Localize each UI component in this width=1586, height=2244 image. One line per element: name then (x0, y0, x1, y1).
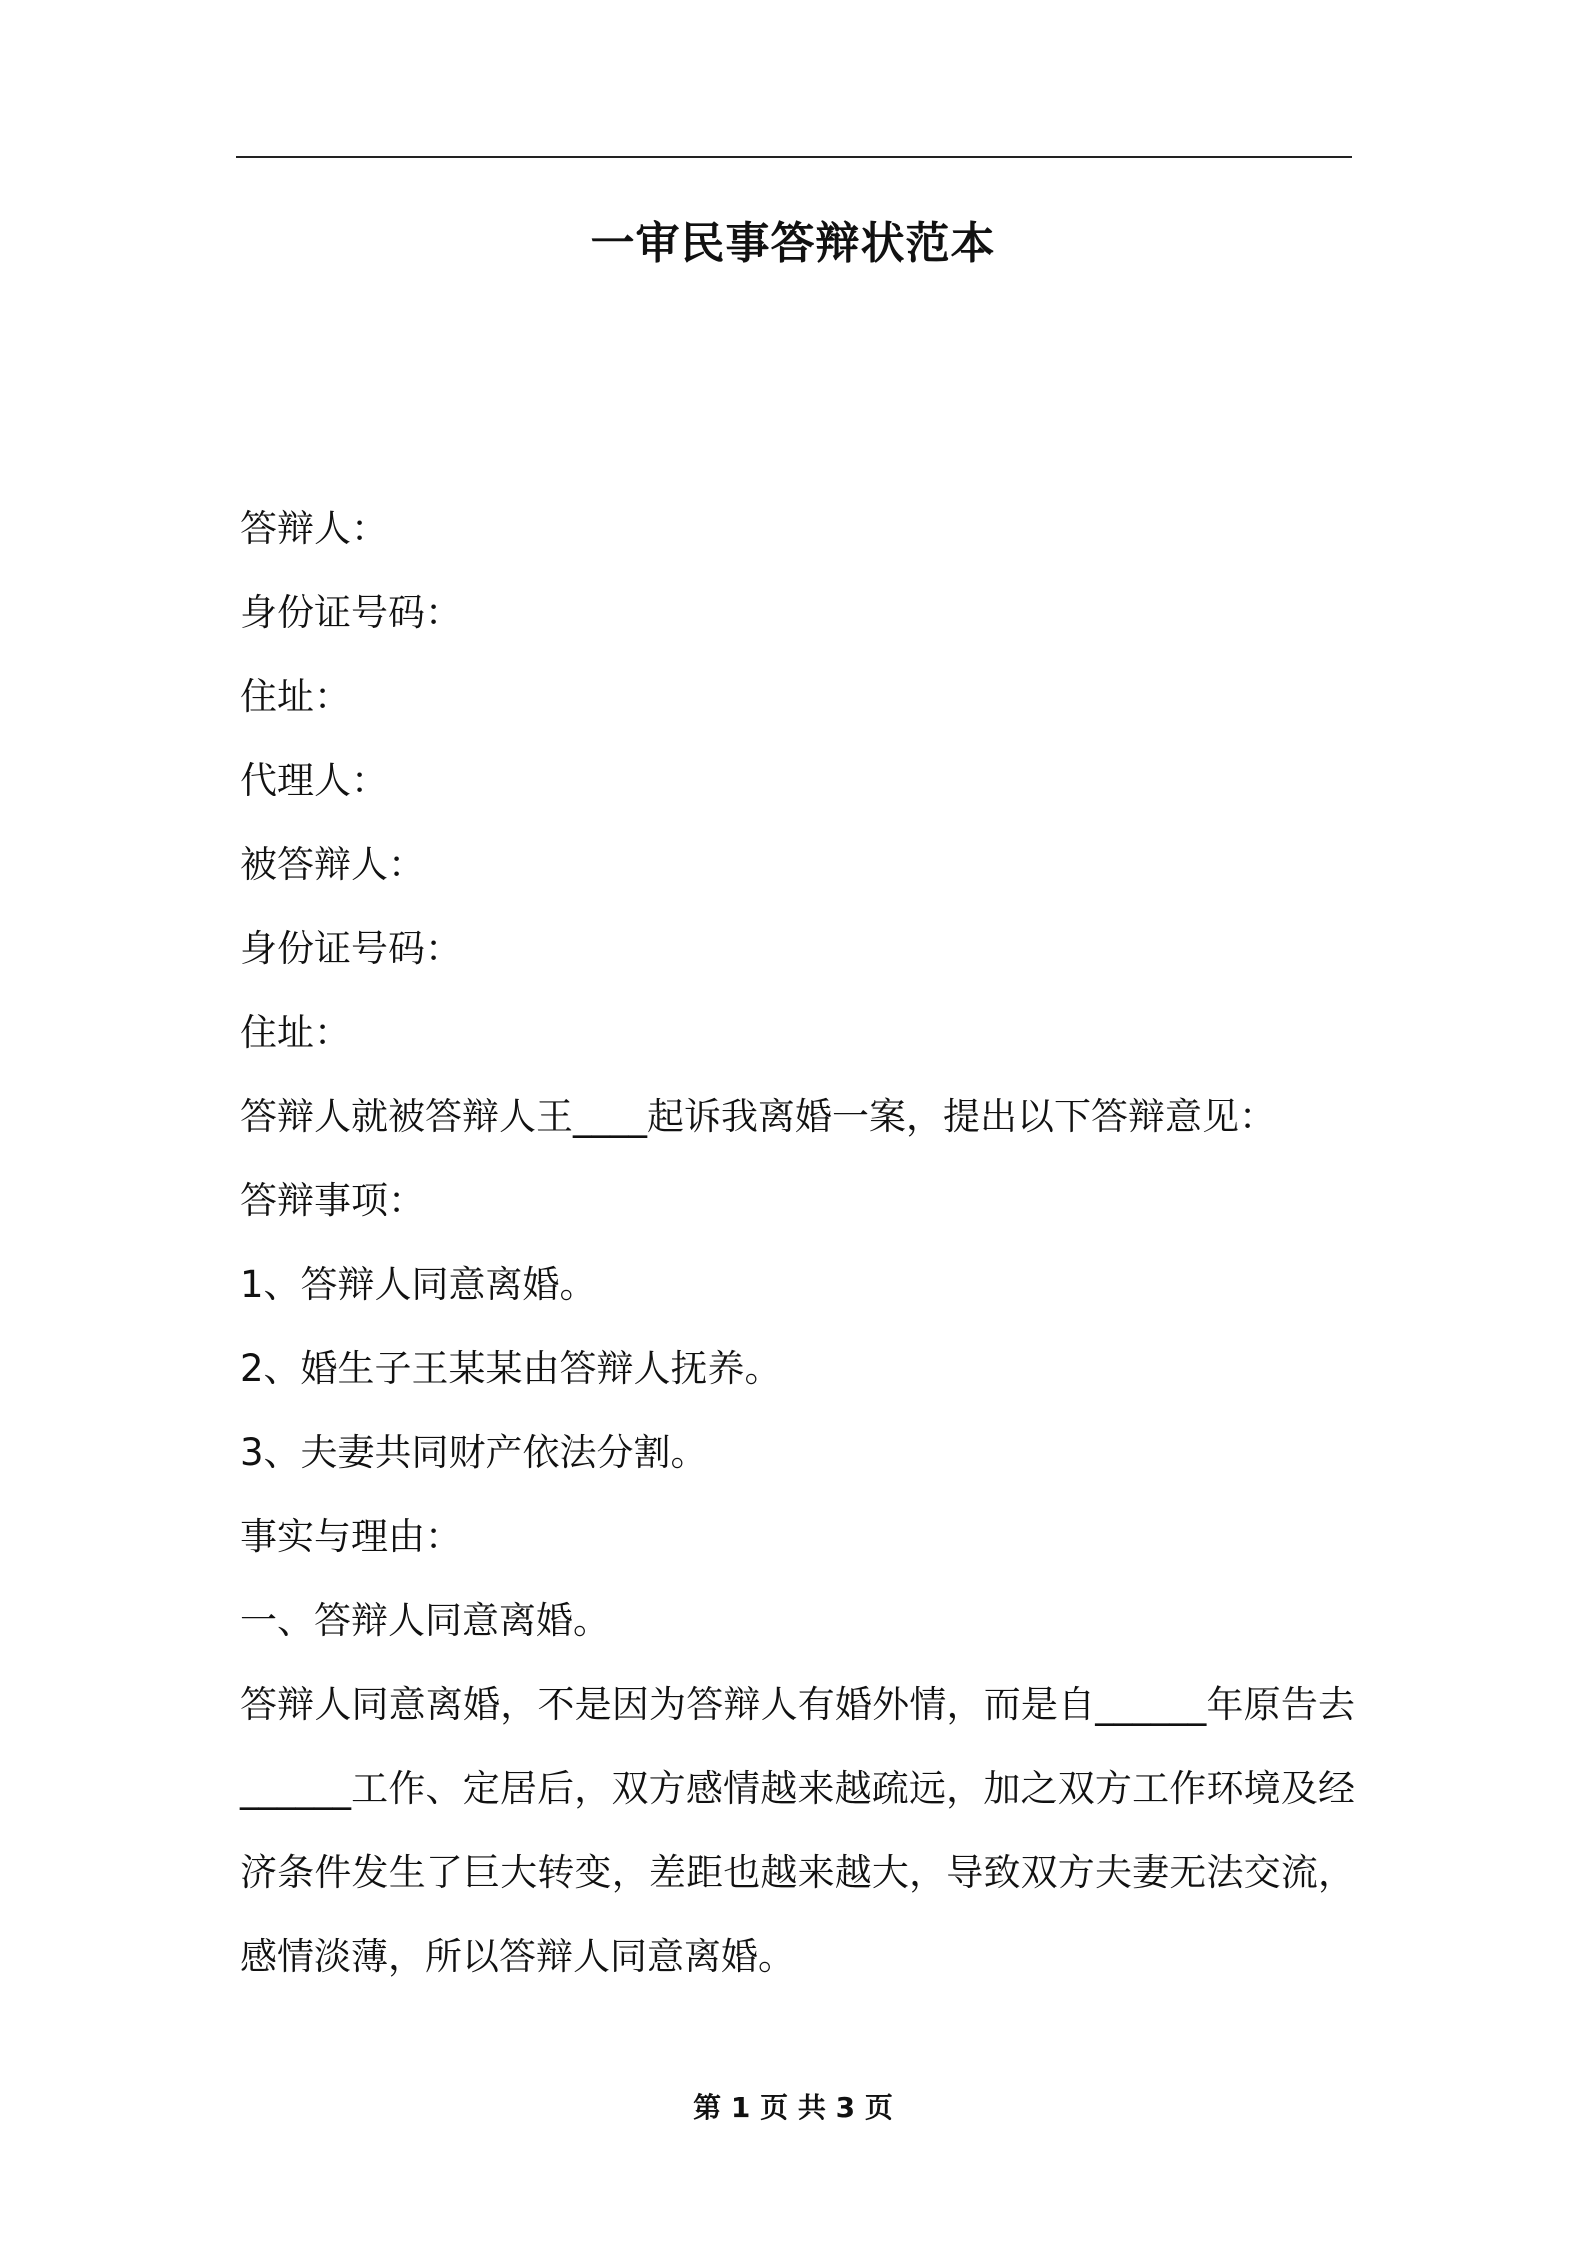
respondent-address-label: 住址： (240, 675, 351, 718)
intro-statement: 答辩人就被答辩人王____起诉我离婚一案，提出以下答辩意见： (240, 1095, 1276, 1138)
plaintiff-address-label: 住址： (240, 1011, 351, 1054)
plaintiff-label: 被答辩人： (240, 843, 425, 886)
defense-item-2: 2、婚生子王某某由答辩人抚养。 (240, 1347, 782, 1390)
section-one-heading: 一、答辩人同意离婚。 (240, 1599, 610, 1642)
respondent-id-label: 身份证号码： (240, 591, 462, 634)
defense-item-1: 1、答辩人同意离婚。 (240, 1263, 597, 1306)
plaintiff-id-label: 身份证号码： (240, 927, 462, 970)
respondent-label: 答辩人： (240, 507, 388, 550)
facts-reasons-heading: 事实与理由： (240, 1515, 462, 1558)
agent-label: 代理人： (240, 759, 388, 802)
page-footer: 第 1 页 共 3 页 (693, 2091, 893, 2124)
defense-item-3: 3、夫妻共同财产依法分割。 (240, 1431, 708, 1474)
header-rule (236, 156, 1352, 158)
defense-items-heading: 答辩事项： (240, 1179, 425, 1222)
document-body (240, 487, 1355, 1999)
document-title: 一审民事答辩状范本 (590, 218, 996, 269)
section-one-paragraph: 答辩人同意离婚，不是因为答辩人有婚外情，而是自______年原告去______工作、定居后，双方感情越来越疏远，加之双方工作环境及经济条件发生了巨大转变，差距也越来越大，导致双方夫妻无法交流，感情淡薄，所以答辩人同意离婚。 (240, 1683, 1355, 1978)
